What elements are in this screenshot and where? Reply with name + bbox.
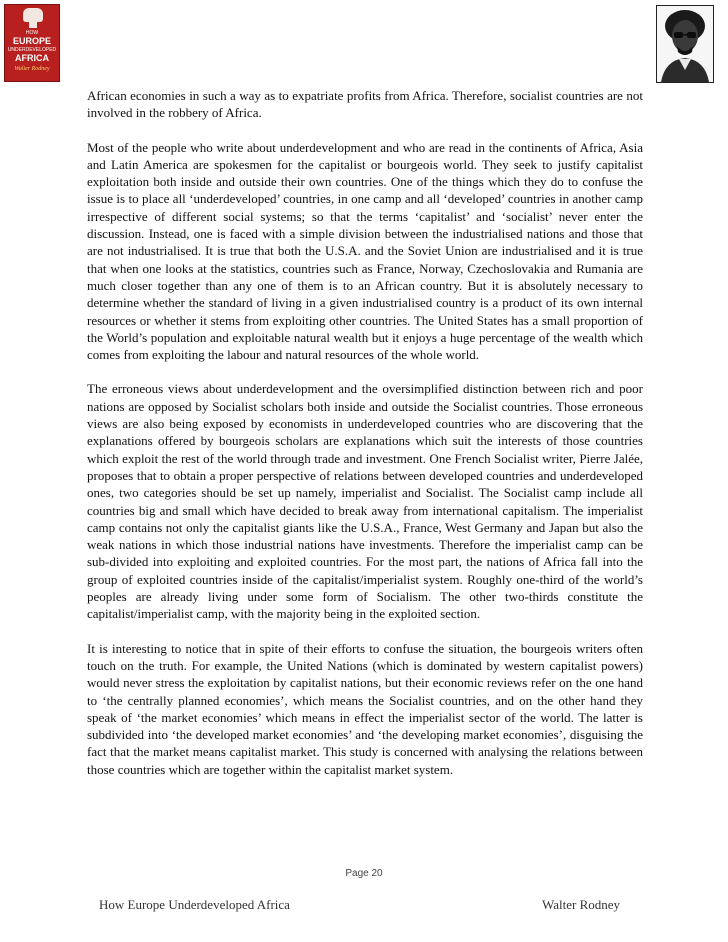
author-portrait-icon: [657, 6, 713, 82]
footer-author: Walter Rodney: [542, 897, 621, 912]
paragraph-3: The erroneous views about underdevelopment and the oversimplified distinction between rich and poor nations are opposed by Socialist scholars both inside and outside the Socialist countries. Those erroneous views are also being exposed by economists in underdeveloped countries who are discovering that the explanations offered by bourgeois scholars are explanations which suit the interests of those countries which exploit the rest of the world through trade and investment. One French Socialist writer, Pierre Jalée, proposes that to obtain a proper perspective of relations between developed countries and underdeveloped ones, two categories should be set up namely, imperialist and Socialist. The Socialist camp include all countries big and small which have decided to break away from international capitalism. The imperialist camp contains not only the capitalist giants like the U.S.A., France, West Germany and Japan but also the weak nations in which those industrial nations have investments. Therefore the imperialist camp can be sub-divided into exploiting and exploited countries. For the most part, the nations of Africa fall into the group of exploited countries inside of the capitalist/imperialist system. Roughly one-third of the world’s peoples are already living under some form of Socialism. The other two-thirds constitute the capitalist/imperialist camp, with the majority being in the exploited section.: [87, 381, 643, 622]
page-number: Page 20: [345, 868, 383, 879]
paragraph-2: Most of the people who write about underdevelopment and who are read in the continents of Africa, Asia and Latin America are spokesmen for the capitalist or bourgeois world. They seek to justify capitalist exploitation both inside and outside their own countries. One of the things which they do to confuse the issue is to place all ‘underdeveloped’ countries, in one camp and all ‘developed’ countries in another camp irrespective of different social systems; so that the terms ‘capitalist’ and ‘socialist’ never enter the discussion. Instead, one is faced with a simple division between the industrialised nations and those that are not industrialised. It is true that both the U.S.A. and the Soviet Union are industrialised and it is true that when one looks at the statistics, countries such as France, Norway, Czechoslovakia and Rumania are much closer together than any one of them is to an African country. But it is absolutely necessary to determine whether the standard of living in a given industrialised country is a product of its own internal resources or whether it stems from exploiting other countries. The United States has a small proportion of the World’s population and exploitable natural wealth but it enjoys a huge percentage of the wealth which comes from exploiting the labour and natural resources of the whole world.: [87, 139, 643, 363]
raised-fist-icon: [23, 8, 43, 22]
document-body: [87, 87, 643, 795]
book-cover-image: [4, 4, 60, 82]
cover-line-underdeveloped: UNDERDEVELOPED: [7, 47, 57, 53]
paragraph-1: African economies in such a way as to expatriate profits from Africa. Therefore, socialist countries are not involved in the robbery of Africa.: [87, 88, 643, 121]
cover-line-europe: EUROPE: [12, 36, 51, 46]
cover-line-author: Walter Rodney: [14, 66, 50, 72]
author-portrait-image: [656, 5, 714, 83]
footer-book-title: How Europe Underdeveloped Africa: [99, 897, 290, 912]
cover-line-how: HOW: [25, 30, 39, 36]
paragraph-4: It is interesting to notice that in spite of their efforts to confuse the situation, the bourgeois writers often touch on the truth. For example, the United Nations (which is dominated by western capitalist powers) would never stress the exploitation by capitalist nations, but their economic reviews refer on the one hand to ‘the centrally planned economies’, which means the Socialist countries, and on the other hand they speak of ‘the market economies’ which means in effect the imperialist sector of the world. The latter is subdivided into ‘the developed market economies’ and ‘the developing market economies’, disguising the fact that the market means capitalist market. This study is concerned with analysing the relations between those countries which are together within the capitalist market system.: [87, 640, 643, 777]
cover-line-africa: AFRICA: [15, 53, 49, 63]
